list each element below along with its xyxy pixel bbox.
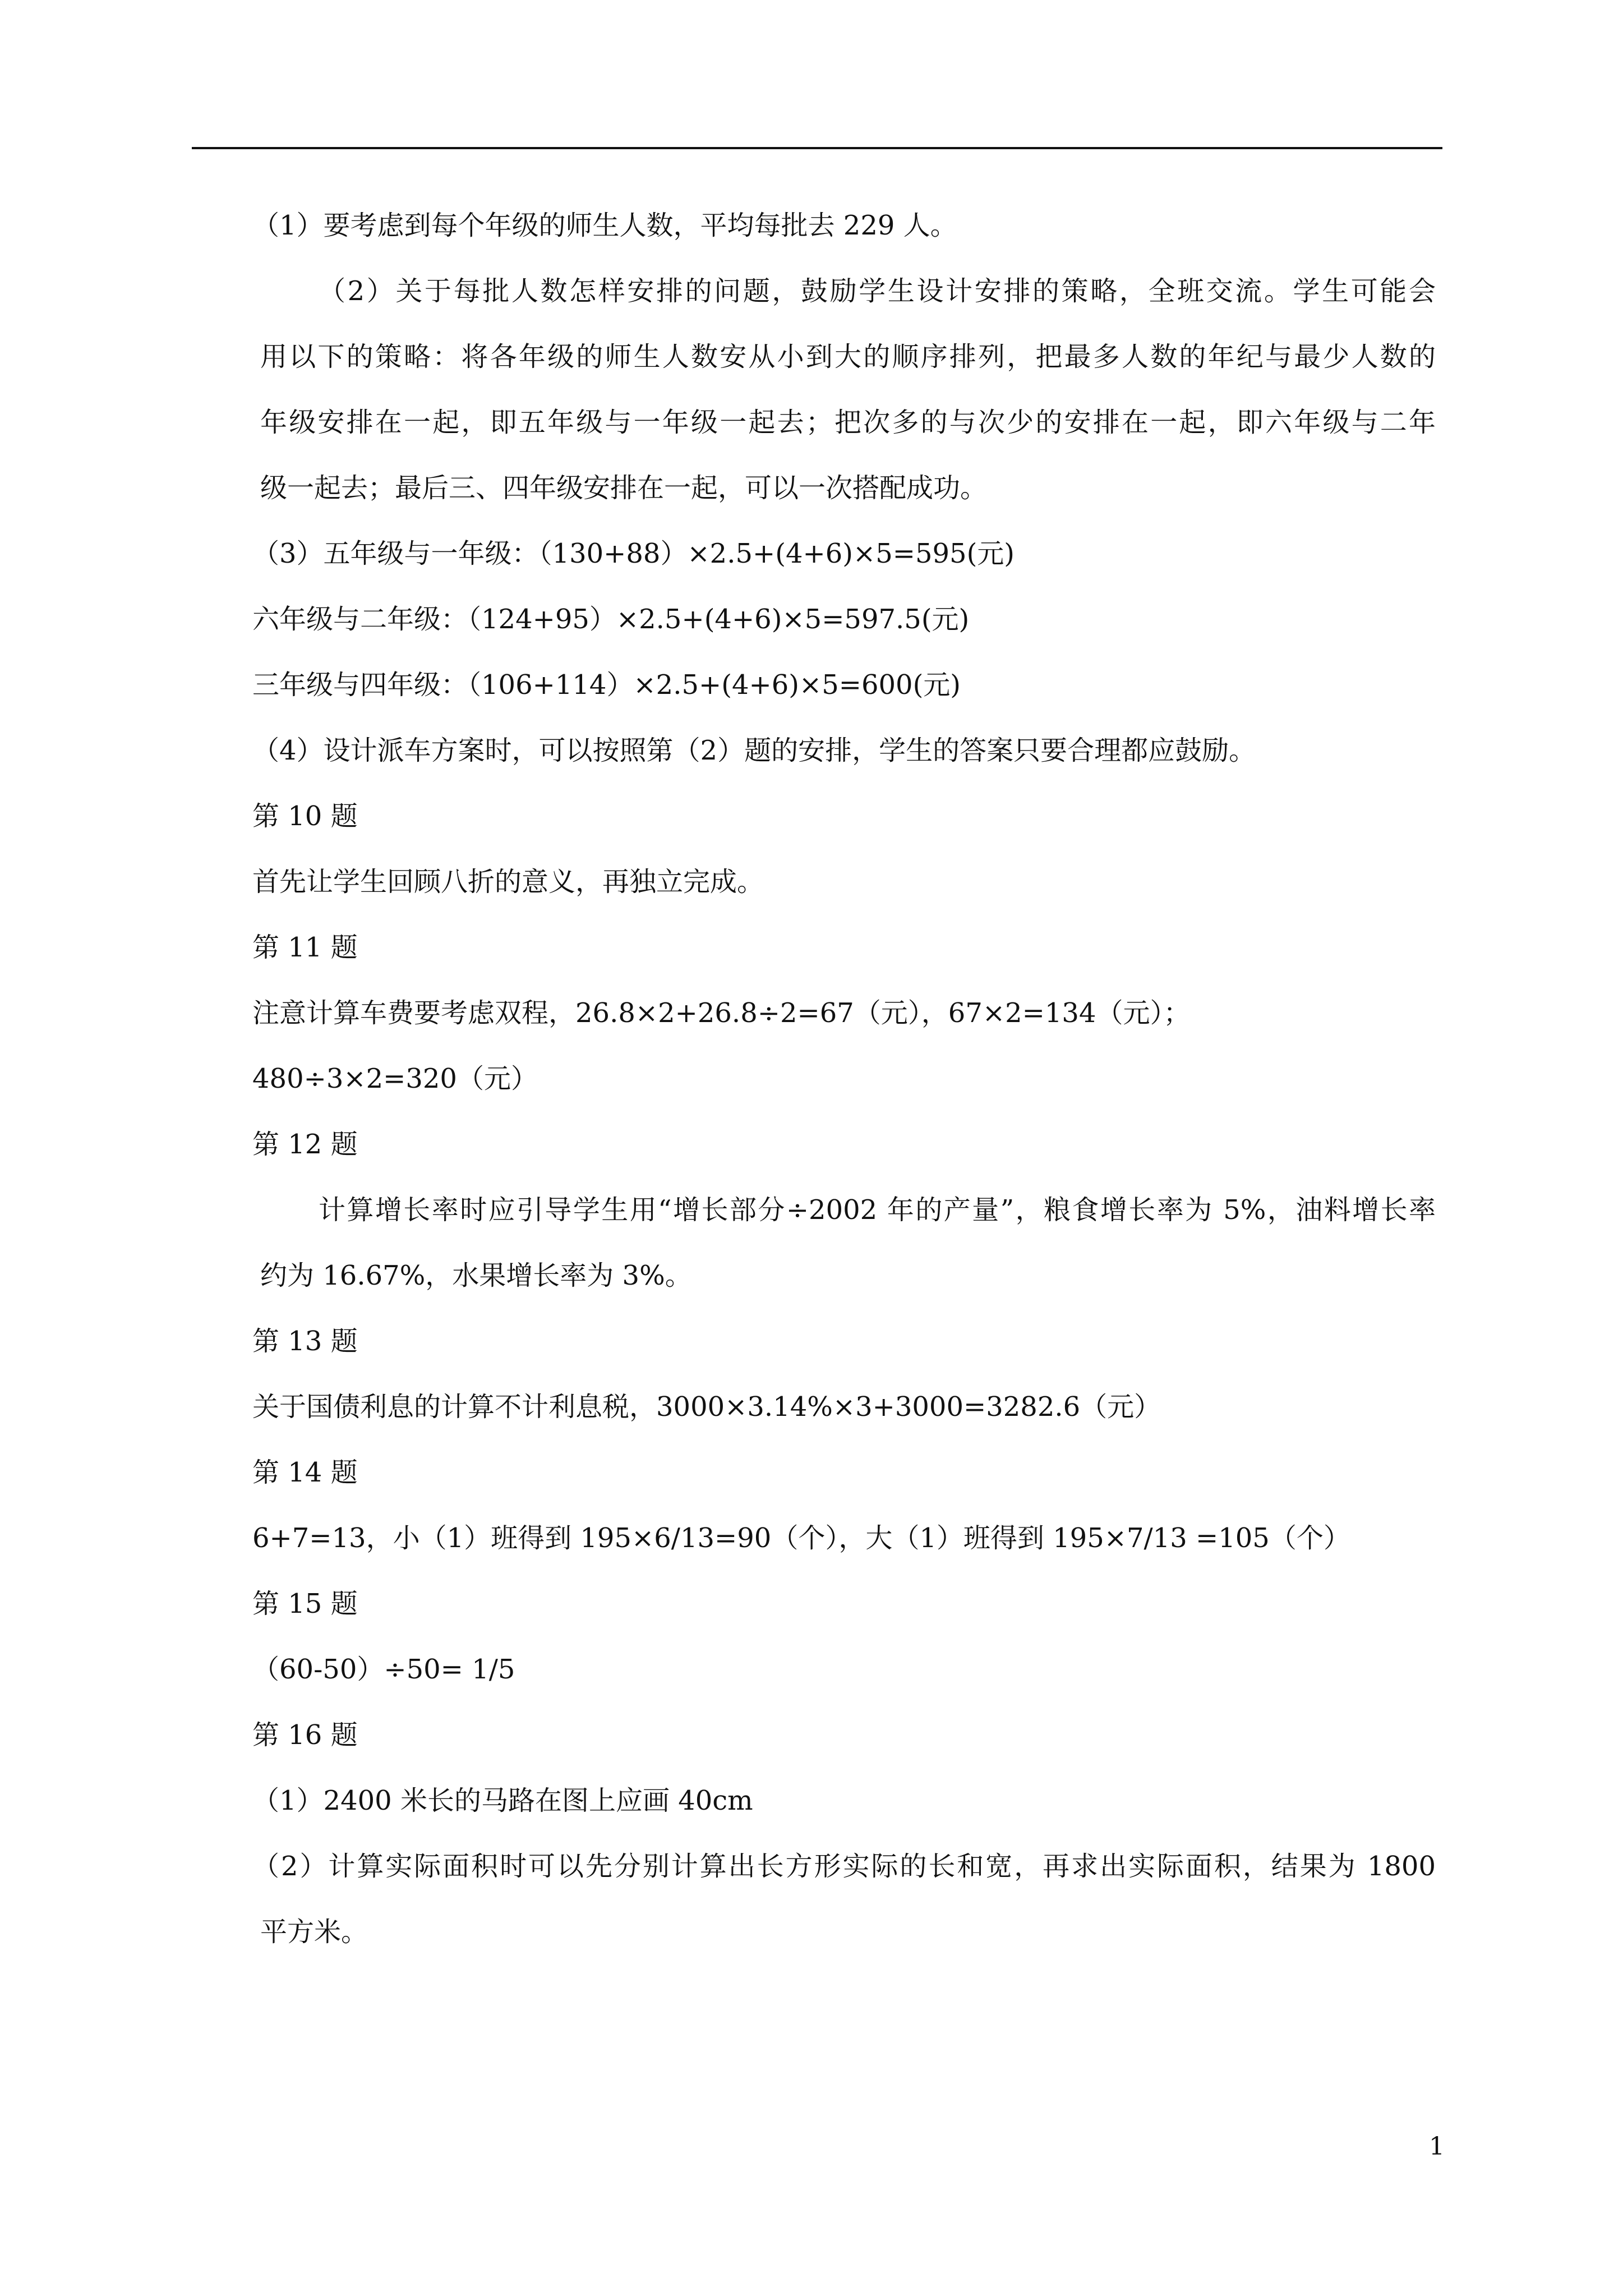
answer-line-11b: 480÷3×2=320（元） bbox=[252, 1063, 538, 1094]
answer-line-13: 关于国债利息的计算不计利息税，3000×3.14%×3+3000=3282.6（元） bbox=[252, 1391, 1161, 1423]
page-number: 1 bbox=[1429, 2132, 1445, 2161]
answer-line-14: 6+7=13，小（1）班得到 195×6/13=90（个），大（1）班得到 195×7/13 =105（个） bbox=[252, 1522, 1350, 1554]
answer-line-10: 首先让学生回顾八折的意义，再独立完成。 bbox=[252, 866, 764, 898]
question-heading-13: 第 13 题 bbox=[252, 1326, 358, 1357]
answer-line-16b: （2）计算实际面积时可以先分别计算出长方形实际的长和宽，再求出实际面积，结果为 1800 bbox=[252, 1851, 1436, 1882]
answer-line-16c: 平方米。 bbox=[260, 1916, 368, 1948]
answer-line-11a: 注意计算车费要考虑双程，26.8×2+26.8÷2=67（元），67×2=134（元）； bbox=[252, 997, 1191, 1029]
answer-line-3: 用以下的策略：将各年级的师生人数安从小到大的顺序排列，把最多人数的年纪与最少人数的 bbox=[260, 341, 1436, 372]
question-heading-11: 第 11 题 bbox=[252, 932, 358, 963]
answer-line-6: （3）五年级与一年级：（130+88）×2.5+(4+6)×5=595(元) bbox=[252, 538, 1015, 569]
answer-line-16a: （1）2400 米长的马路在图上应画 40cm bbox=[252, 1785, 753, 1816]
answer-line-5: 级一起去；最后三、四年级安排在一起，可以一次搭配成功。 bbox=[260, 472, 988, 504]
document-body bbox=[252, 209, 1436, 1981]
answer-line-9: （4）设计派车方案时，可以按照第（2）题的安排，学生的答案只要合理都应鼓励。 bbox=[252, 735, 1256, 766]
answer-line-2: （2）关于每批人数怎样安排的问题，鼓励学生设计安排的策略，全班交流。学生可能会 bbox=[319, 275, 1436, 307]
question-heading-10: 第 10 题 bbox=[252, 800, 358, 832]
answer-line-8: 三年级与四年级：（106+114）×2.5+(4+6)×5=600(元) bbox=[252, 669, 961, 701]
answer-line-1: （1）要考虑到每个年级的师生人数，平均每批去 229 人。 bbox=[252, 210, 957, 241]
answer-line-7: 六年级与二年级：（124+95）×2.5+(4+6)×5=597.5(元) bbox=[252, 604, 970, 635]
answer-line-15: （60-50）÷50= 1/5 bbox=[252, 1654, 515, 1685]
question-heading-14: 第 14 题 bbox=[252, 1457, 358, 1488]
question-heading-12: 第 12 题 bbox=[252, 1129, 358, 1160]
answer-line-12b: 约为 16.67%，水果增长率为 3%。 bbox=[260, 1260, 692, 1291]
answer-line-4: 年级安排在一起，即五年级与一年级一起去；把次多的与次少的安排在一起，即六年级与二年 bbox=[260, 407, 1436, 438]
answer-line-12a: 计算增长率时应引导学生用“增长部分÷2002 年的产量”，粮食增长率为 5%，油料增长率 bbox=[319, 1194, 1436, 1226]
header-rule bbox=[192, 147, 1442, 149]
question-heading-15: 第 15 题 bbox=[252, 1588, 358, 1619]
question-heading-16: 第 16 题 bbox=[252, 1719, 358, 1751]
